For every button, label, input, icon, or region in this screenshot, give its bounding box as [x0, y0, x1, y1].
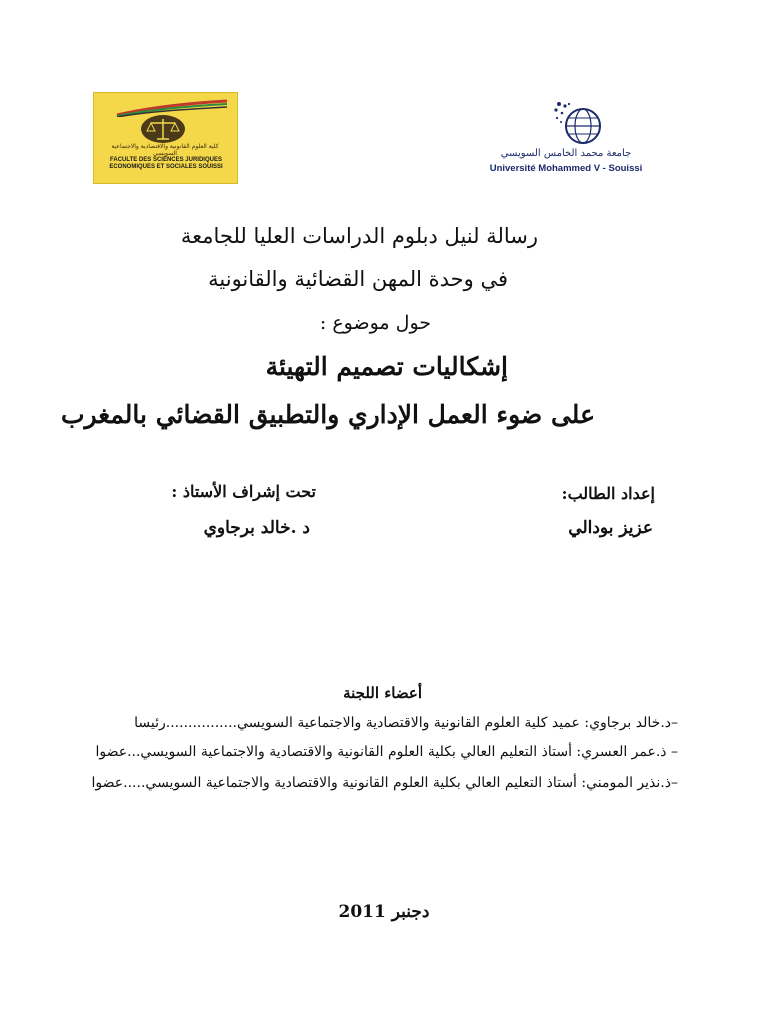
university-logo-arabic-text: جامعة محمد الخامس السويسي: [500, 148, 632, 159]
jury-member: –ذ.نذير المومني: أستاذ التعليم العالي بكلية العلوم القانونية والاقتصادية والاجتماعية السويسي.....عضوا: [91, 775, 678, 791]
supervisor-name: د .خالد برجاوي: [203, 518, 310, 538]
thesis-purpose-line: رسالة لنيل دبلوم الدراسات العليا للجامعة: [180, 224, 538, 248]
topic-label: حول موضوع :: [319, 312, 431, 334]
thesis-title: إشكاليات تصميم التهيئة: [265, 352, 508, 381]
university-logo: [486, 92, 646, 178]
date: دجنبر 2011: [338, 902, 430, 922]
globe-icon: [553, 100, 601, 146]
supervision-label: تحت إشراف الأستاذ :: [171, 482, 316, 501]
unit-line: في وحدة المهن القضائية والقانونية: [208, 267, 508, 291]
scales-of-justice-icon: [141, 115, 185, 143]
university-logo-french-text: Université Mohammed V - Souissi: [489, 163, 643, 174]
faculty-logo: [93, 92, 238, 184]
faculty-logo-french-text: FACULTE DES SCIENCES JURIDIQUES ECONOMIQUES ET SOCIALES SOUISSI: [109, 157, 223, 170]
jury-member: –د.خالد برجاوي: عميد كلية العلوم القانونية والاقتصادية والاجتماعية السويسي................رئيسا: [134, 715, 678, 731]
faculty-logo-arabic-text: كلية العلوم القانونية والاقتصادية والاجتماعية السويسي: [111, 143, 219, 157]
jury-member: – ذ.عمر العسري: أستاذ التعليم العالي بكلية العلوم القانونية والاقتصادية والاجتماعية السويسي...عضوا: [95, 744, 678, 760]
jury-title: أعضاء اللجنة: [343, 684, 422, 702]
prepared-by-label: إعداد الطالب:: [561, 484, 655, 503]
thesis-subtitle: على ضوء العمل الإداري والتطبيق القضائي بالمغرب: [60, 400, 595, 429]
student-name: عزيز بودالي: [568, 518, 653, 538]
